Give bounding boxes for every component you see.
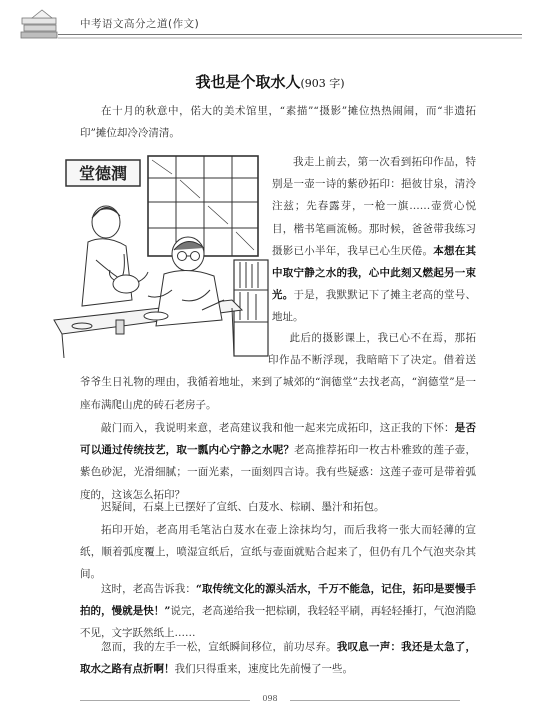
paragraph-7: 这时，老高告诉我：“取传统文化的源头活水，千万不能急，记住，拓印是要慢手拍的，慢就是快！”说完，老高递给我一把棕刷，我轻轻平刷，再轻轻捶打，气泡消隐不见，文字跃然纸上…… [80,583,476,640]
paragraph-5: 迟疑间，石桌上已摆好了宣纸、白芨水、棕刷、墨汁和拓包。 [101,501,385,513]
essay-title-text: 我也是个取水人 [195,73,301,91]
page-number: 098 [262,694,278,703]
essay-title [0,71,540,92]
emphasis-text: 是否可以通过传统技艺，取一瓢内心宁静之水呢？ [80,422,477,457]
word-count: (903 字) [300,77,345,90]
illustration-sign-text: 堂德潤 [78,164,128,183]
paragraph-1: 在十月的秋意中，偌大的美术馆里，“素描”“摄影”摊位热热闹闹，而“非遗拓印”摊位却冷冷清清。 [80,105,476,140]
paragraph-6: 拓印开始，老高用毛笔沾白芨水在壶上涂抹均匀，而后我将一张大而轻薄的宣纸，顺着弧度覆上，喷湿宣纸后，宣纸与壶面就贴合起来了，但仍有几个气泡夹杂其间。 [80,524,476,581]
emphasis-text: 本想在其中取宁静之水的我，心中此刻又燃起另一束光。 [272,244,476,302]
paragraph-2: 我走上前去，第一次看到拓印作品，特别是一壶一诗的紫砂拓印：挹彼甘泉，清泠注兹；先春露芽，一枪一旗……壶赏心悦目，楷书笔画流畅。那时候，爸爸带我练习摄影已小半年，我早已心生厌倦。本想在其中取宁静之水的我，心中此刻又燃起另一束光。于是，我默默记下了摊主老高的堂号、地址。 [272,156,476,324]
running-header-title: 中考语文高分之道(作文) [80,18,200,30]
header-rule [58,34,522,35]
paragraph-8: 忽而，我的左手一松，宣纸瞬间移位，前功尽弃。我叹息一声：我还是太急了，取水之路有点折啊！我们只得重来，速度比先前慢了一些。 [80,641,477,676]
running-header [18,8,518,38]
book-stack-icon [18,8,62,40]
paragraph-3: 此后的摄影课上，我已心不在焉，那拓印作品不断浮现，我暗暗下了决定。借着送爷爷生日礼物的理由，我循着地址，来到了城郊的“润德堂”去找老高，“润德堂”是一座布满爬山虎的砖石老房子。 [80,332,476,411]
header-rule-shadow [58,37,522,39]
emphasis-text: 我叹息一声：我还是太急了，取水之路有点折啊！ [80,641,477,676]
emphasis-text: “取传统文化的源头活水，千万不能急，记住，拓印是要慢手拍的，慢就是快！” [80,583,476,618]
paragraph-4: 敲门而入，我说明来意，老高建议我和他一起来完成拓印，这正我的下怀：是否可以通过传统技艺，取一瓢内心宁静之水呢？老高推荐拓印一枚古朴雅致的莲子壶，紫色砂泥，光滑细腻；一面光素，一面刻四言诗。我有些疑惑：这莲子壶可是带着弧度的，这该怎么拓印？ [80,422,477,501]
